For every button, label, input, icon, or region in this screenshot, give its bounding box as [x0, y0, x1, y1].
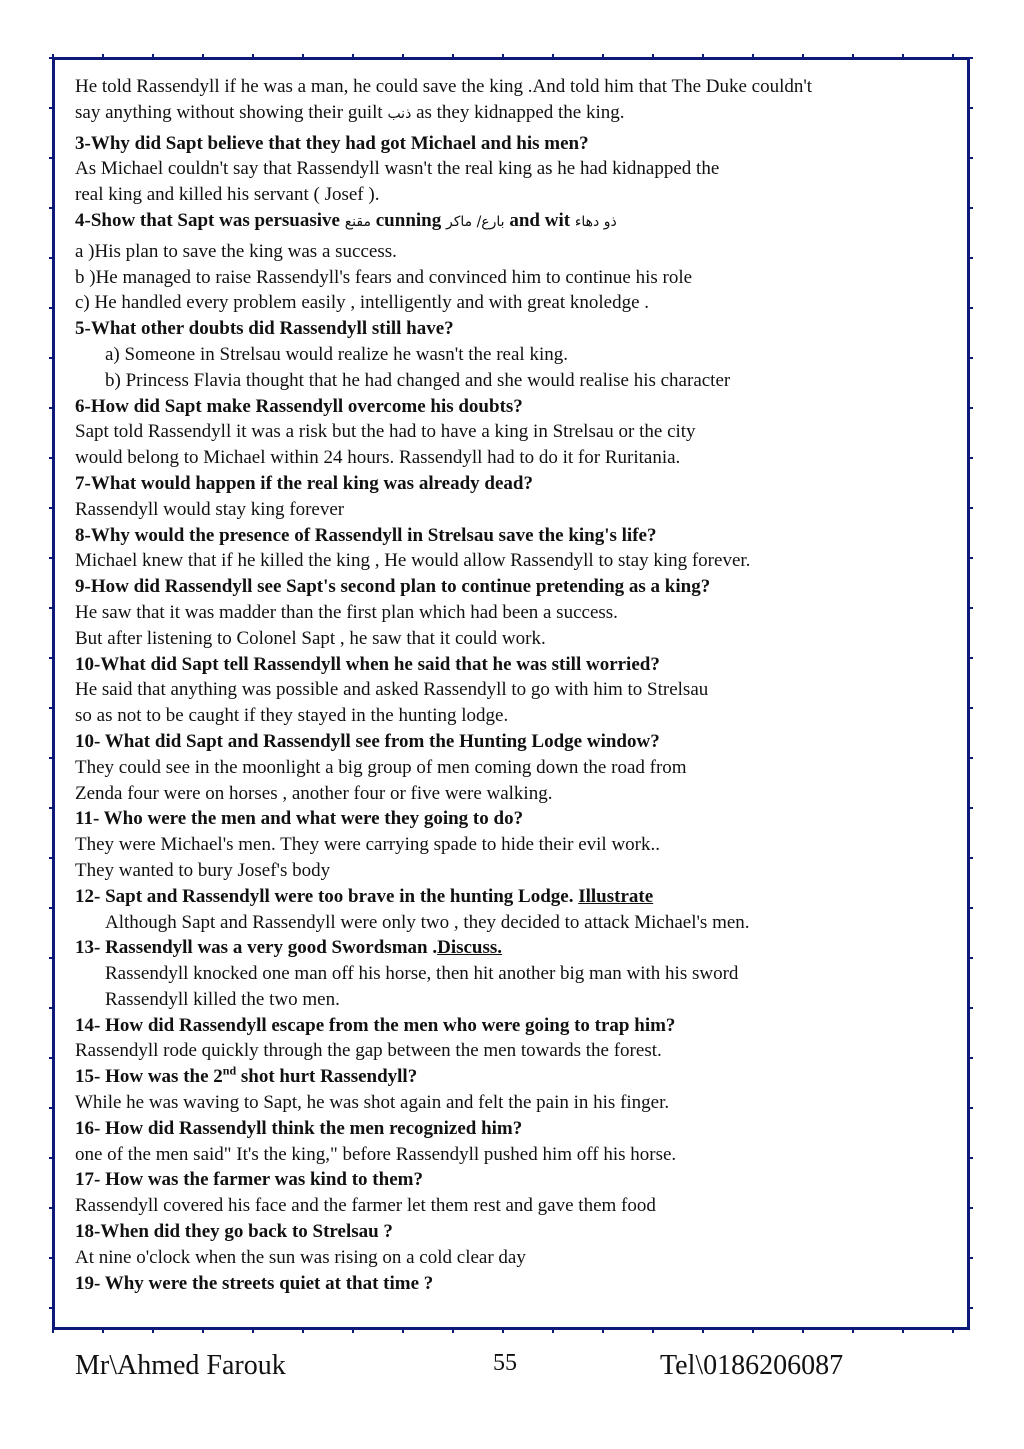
question-14: 14- How did Rassendyll escape from the men who were going to trap him? — [75, 1014, 676, 1036]
arabic-gloss: بارع/ ماكر — [445, 213, 505, 230]
question-fragment: 4-Show that Sapt was persuasive — [75, 209, 345, 231]
question-11: 11- Who were the men and what were they going to do? — [75, 808, 524, 830]
question-10b: 10- What did Sapt and Rassendyll see from the Hunting Lodge window? — [75, 730, 660, 752]
question-19: 19- Why were the streets quiet at that time ? — [75, 1272, 434, 1294]
answer-line: a )His plan to save the king was a success. — [75, 240, 397, 262]
question-8: 8-Why would the presence of Rassendyll in Strelsau save the king's life? — [75, 524, 657, 546]
ordinal-suffix: nd — [222, 1063, 237, 1078]
answer-line: Rassendyll would stay king forever — [75, 498, 345, 520]
question-fragment: and wit — [504, 209, 575, 231]
worksheet-body — [75, 74, 955, 1296]
answer-line: While he was waving to Sapt, he was shot again and felt the pain in his finger. — [75, 1092, 670, 1114]
question-5: 5-What other doubts did Rassendyll still have? — [75, 318, 454, 340]
text-line: He told Rassendyll if he was a man, he could save the king .And told him that The Duke couldn't — [75, 76, 813, 97]
answer-line: They wanted to bury Josef's body — [75, 859, 331, 881]
question-7: 7-What would happen if the real king was already dead? — [75, 472, 534, 494]
page-footer — [0, 1346, 1024, 1386]
answer-line: At nine o'clock when the sun was rising on a cold clear day — [75, 1246, 526, 1268]
question-12 — [75, 884, 955, 910]
question-15 — [75, 1064, 955, 1090]
answer-line: b )He managed to raise Rassendyll's fears and convinced him to continue his role — [75, 266, 693, 288]
answer-line: Rassendyll killed the two men. — [105, 988, 340, 1010]
question-3: 3-Why did Sapt believe that they had got Michael and his men? — [75, 132, 589, 154]
footer-author: Mr\Ahmed Farouk — [75, 1350, 286, 1381]
question-4 — [75, 208, 955, 236]
answer-line: Rassendyll covered his face and the farmer let them rest and gave them food — [75, 1195, 656, 1217]
answer-line: They were Michael's men. They were carrying spade to hide their evil work.. — [75, 834, 661, 856]
answer-line: Rassendyll rode quickly through the gap between the men towards the forest. — [75, 1040, 662, 1062]
answer-line: Rassendyll knocked one man off his horse, then hit another big man with his sword — [105, 963, 739, 985]
answer-line: Although Sapt and Rassendyll were only two , they decided to attack Michael's men. — [105, 911, 750, 933]
question-13 — [75, 935, 955, 961]
arabic-gloss: ذنب — [387, 105, 412, 122]
question-text: 15- How was the 2 — [75, 1066, 223, 1088]
question-text: 12- Sapt and Rassendyll were too brave in the hunting Lodge. — [75, 885, 579, 907]
text-fragment: as they kidnapped the king. — [411, 101, 625, 123]
question-16: 16- How did Rassendyll think the men recognized him? — [75, 1117, 523, 1139]
answer-line: c) He handled every problem easily , intelligently and with great knoledge . — [75, 292, 650, 314]
answer-line: He saw that it was madder than the first plan which had been a success. — [75, 601, 618, 623]
question-text: 13- Rassendyll was a very good Swordsman . — [75, 937, 438, 959]
instruction-keyword: Discuss. — [437, 937, 503, 959]
answer-line: one of the men said" It's the king," before Rassendyll pushed him off his horse. — [75, 1143, 677, 1165]
question-fragment: cunning — [371, 209, 446, 231]
question-17: 17- How was the farmer was kind to them? — [75, 1169, 423, 1191]
question-10a: 10-What did Sapt tell Rassendyll when he said that he was still worried? — [75, 653, 660, 675]
question-9: 9-How did Rassendyll see Sapt's second plan to continue pretending as a king? — [75, 576, 711, 598]
arabic-gloss: ذو دهاء — [574, 213, 617, 230]
answer-line: Sapt told Rassendyll it was a risk but the had to have a king in Strelsau or the city — [75, 421, 696, 443]
answer-line: would belong to Michael within 24 hours. Rassendyll had to do it for Ruritania. — [75, 447, 681, 469]
question-18: 18-When did they go back to Strelsau ? — [75, 1221, 393, 1243]
arabic-gloss: مقنع — [344, 213, 371, 230]
page-number: 55 — [493, 1350, 517, 1376]
answer-line: He said that anything was possible and asked Rassendyll to go with him to Strelsau — [75, 679, 709, 701]
answer-line: But after listening to Colonel Sapt , he saw that it could work. — [75, 627, 546, 649]
question-text: shot hurt Rassendyll? — [236, 1066, 418, 1088]
text-line — [75, 100, 955, 128]
text-fragment: say anything without showing their guilt — [75, 101, 388, 123]
answer-line: b) Princess Flavia thought that he had changed and she would realise his character — [105, 369, 731, 391]
instruction-keyword: Illustrate — [578, 885, 654, 907]
answer-line: As Michael couldn't say that Rassendyll wasn't the real king as he had kidnapped the — [75, 158, 720, 180]
footer-telephone: Tel\0186206087 — [660, 1350, 844, 1381]
question-6: 6-How did Sapt make Rassendyll overcome his doubts? — [75, 395, 523, 417]
answer-line: a) Someone in Strelsau would realize he wasn't the real king. — [105, 343, 568, 365]
answer-line: Michael knew that if he killed the king , He would allow Rassendyll to stay king forever. — [75, 550, 751, 572]
answer-line: so as not to be caught if they stayed in the hunting lodge. — [75, 705, 509, 727]
answer-line: real king and killed his servant ( Josef ). — [75, 184, 380, 206]
answer-line: Zenda four were on horses , another four or five were walking. — [75, 782, 553, 804]
answer-line: They could see in the moonlight a big group of men coming down the road from — [75, 756, 687, 778]
